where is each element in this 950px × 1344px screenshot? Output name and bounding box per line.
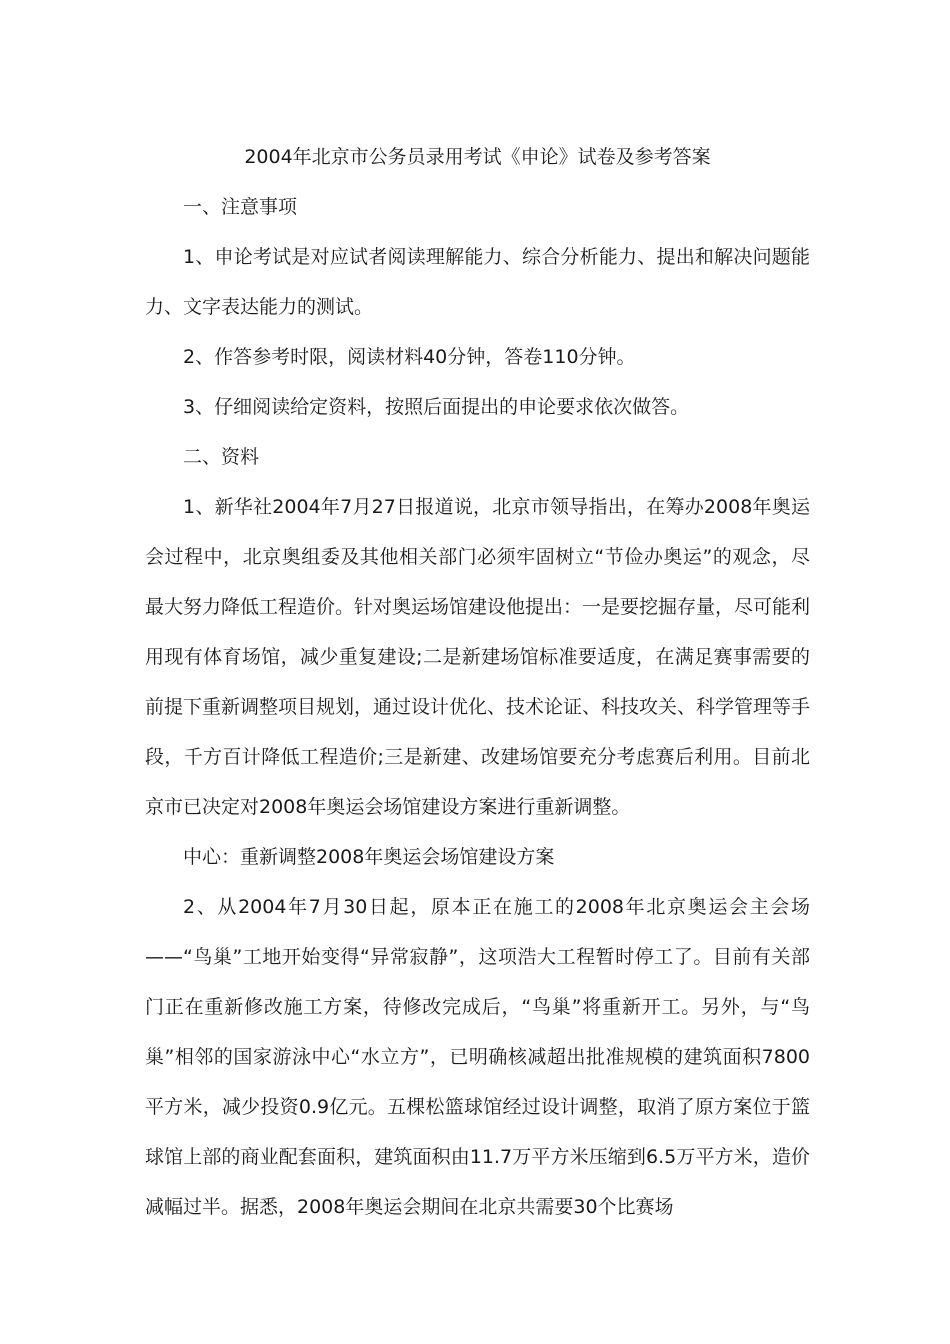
section-heading-notes: 一、注意事项 (183, 196, 298, 218)
paragraph-note-1: 1、申论考试是对应试者阅读理解能力、综合分析能力、提出和解决问题能力、文字表达能力的测试。 (145, 246, 810, 318)
paragraph-material-1-center: 中心：重新调整2008年奥运会场馆建设方案 (183, 846, 555, 868)
paragraph-material-2: 2、从2004年7月30日起，原本正在施工的2008年北京奥运会主会场——“鸟巢”工地开始变得“异常寂静”，这项浩大工程暂时停工了。目前有关部门正在重新修改施工方案，待修改完成后，“鸟巢”将重新开工。另外，与“鸟巢”相邻的国家游泳中心“水立方”，已明确核减超出批准规模的建筑面积7800平方米，减少投资0.9亿元。五棵松篮球馆经过设计调整，取消了原方案位于篮球馆上部的商业配套面积，建筑面积由11.7万平方米压缩到6.5万平方米，造价减幅过半。据悉，2008年奥运会期间在北京共需要30个比赛场 (145, 896, 810, 1218)
document-body (145, 132, 810, 1232)
paragraph-note-3: 3、仔细阅读给定资料，按照后面提出的申论要求依次做答。 (183, 396, 690, 418)
section-heading-materials: 二、资料 (183, 446, 260, 468)
paragraph-material-1: 1、新华社2004年7月27日报道说，北京市领导指出，在筹办2008年奥运会过程中，北京奥组委及其他相关部门必须牢固树立“节俭办奥运”的观念，尽最大努力降低工程造价。针对奥运场馆建设他提出：一是要挖掘存量，尽可能利用现有体育场馆，减少重复建设;二是新建场馆标准要适度，在满足赛事需要的前提下重新调整项目规划，通过设计优化、技术论证、科技攻关、科学管理等手段，千方百计降低工程造价;三是新建、改建场馆要充分考虑赛后利用。目前北京市已决定对2008年奥运会场馆建设方案进行重新调整。 (145, 496, 811, 818)
paragraph-note-2: 2、作答参考时限，阅读材料40分钟，答卷110分钟。 (183, 346, 636, 368)
document-title: 2004年北京市公务员录用考试《申论》试卷及参考答案 (244, 146, 711, 168)
